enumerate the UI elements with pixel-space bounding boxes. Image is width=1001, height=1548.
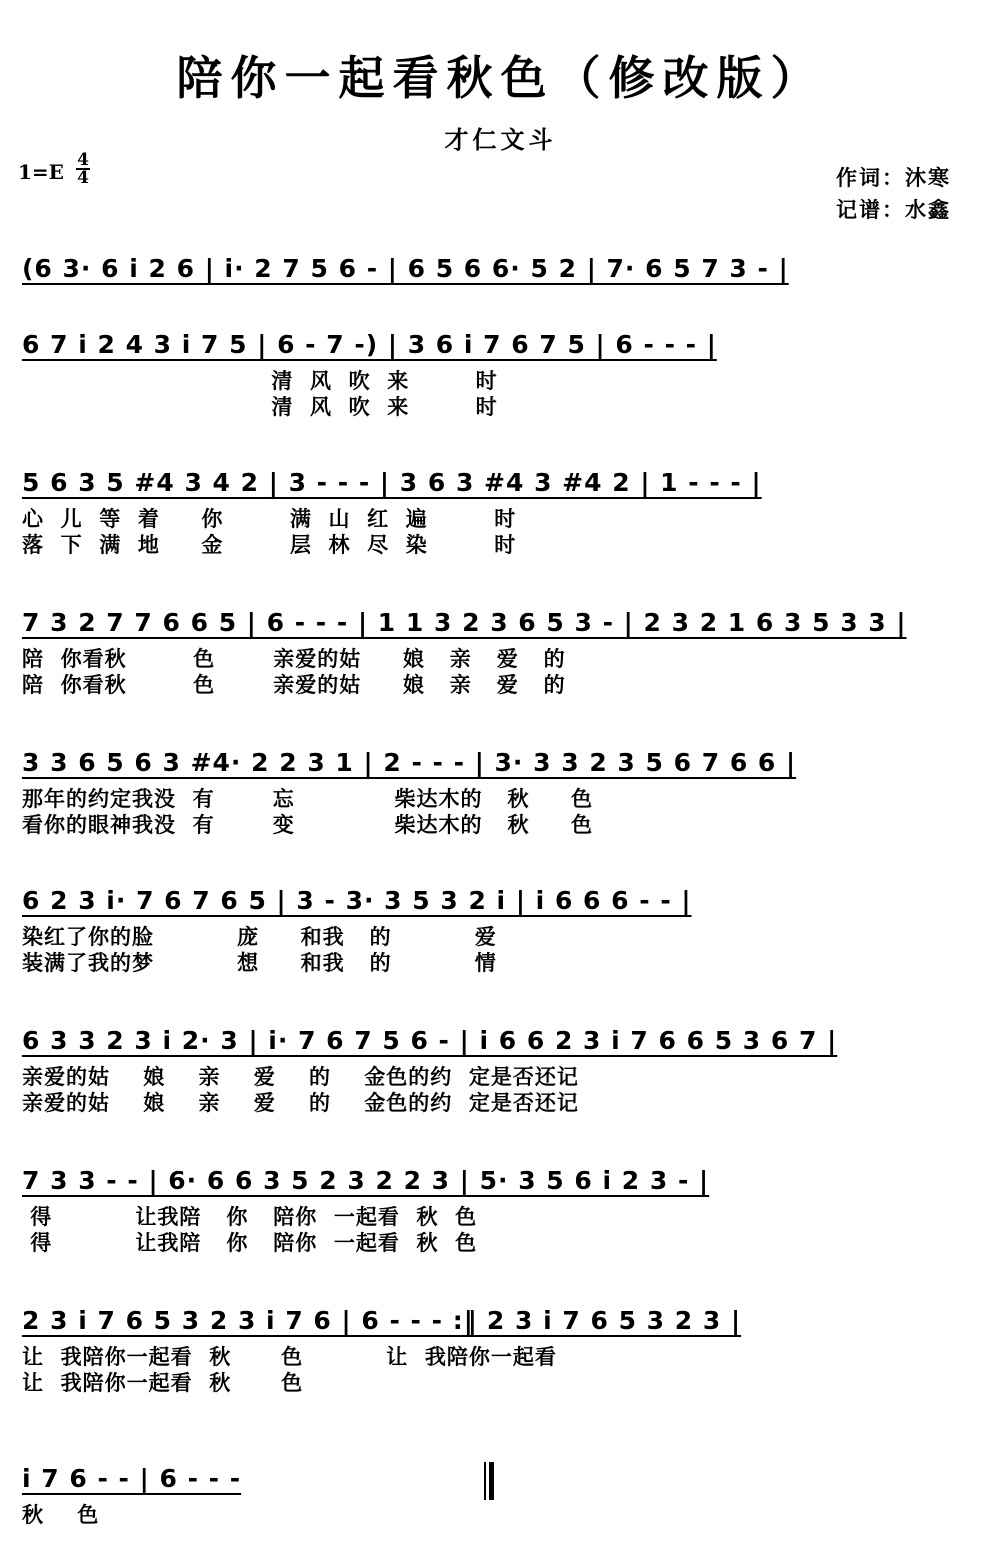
notation-line: (6 3· 6 i 2 6 | i· 2 7 5 6 - | 6 5 6 6· 5 2 | 7· 6 5 7 3 - | [22,254,789,283]
lyric-verse-2: 看你的眼神我没 有 变 柴达木的 秋 色 [22,813,594,837]
transcriber-credit: 记谱：水鑫 [836,198,951,222]
notation-line: 6 2 3 i· 7 6 7 6 5 | 3 - 3· 3 5 3 2 i | i 6 6 6 - - | [22,886,692,915]
final-barline [484,1462,494,1500]
score-system-9 [22,1304,962,1396]
notation-line: 6 3 3 2 3 i 2· 3 | i· 7 6 7 5 6 - | i 6 6 2 3 i 7 6 6 5 3 6 7 | [22,1026,838,1055]
notation-line: 7 3 3 - - | 6· 6 6 3 5 2 3 2 2 3 | 5· 3 5 6 i 2 3 - | [22,1166,710,1195]
notation-line: 3 3 6 5 6 3 #4· 2 2 3 1 | 2 - - - | 3· 3 3 2 3 5 6 7 6 6 | [22,748,797,777]
notation-line: 2 3 i 7 6 5 3 2 3 i 7 6 | 6 - - - :‖ 2 3 i 7 6 5 3 2 3 | [22,1306,742,1335]
notation-line: 6 7 i 2 4 3 i 7 5 | 6 - 7 -) | 3 6 i 7 6 7 5 | 6 - - - | [22,330,717,359]
lyric-verse-1: 染红了你的脸 庞 和我 的 爱 [22,925,497,949]
lyric-verse-2: 清 风 吹 来 时 [22,395,498,419]
lyric-verse-2: 落 下 满 地 金 层 林 尽 染 时 [22,533,517,557]
notation-line: 7 3 2 7 7 6 6 5 | 6 - - - | 1 1 3 2 3 6 5 3 - | 2 3 2 1 6 3 5 3 3 | [22,608,907,637]
score-system-2 [22,328,962,420]
lyric-verse-1: 那年的约定我没 有 忘 柴达木的 秋 色 [22,787,594,811]
time-signature [76,152,90,186]
lyric-verse-1: 亲爱的姑 娘 亲 爱 的 金色的约 定是否还记 [22,1065,579,1089]
notation-line: 5 6 3 5 #4 3 4 2 | 3 - - - | 3 6 3 #4 3 #4 2 | 1 - - - | [22,468,762,497]
lyric-verse-2: 让 我陪你一起看 秋 色 [22,1371,304,1395]
song-title: 陪你一起看秋色（修改版） [176,51,825,105]
key-signature: 1=E [18,160,64,184]
lyric-verse-2: 得 让我陪 你 陪你 一起看 秋 色 [22,1231,478,1255]
lyricist-credit: 作词：沐寒 [836,166,951,190]
lyric-verse-1: 陪 你看秋 色 亲爱的姑 娘 亲 爱 的 [22,647,566,671]
lyric-verse-2: 装满了我的梦 想 和我 的 情 [22,951,497,975]
notation-line: i 7 6 - - | 6 - - - [22,1464,242,1493]
lyric-verse-1: 清 风 吹 来 时 [22,369,498,393]
score-system-6 [22,884,962,976]
score-system-3 [22,466,962,558]
lyric-verse-1: 让 我陪你一起看 秋 色 让 我陪你一起看 [22,1345,557,1369]
score-system-8 [22,1164,962,1256]
score-system-5 [22,746,962,838]
meter-bottom: 4 [77,168,89,188]
meter-top: 4 [77,150,89,170]
score-system-7 [22,1024,962,1116]
lyric-verse-2: 亲爱的姑 娘 亲 爱 的 金色的约 定是否还记 [22,1091,579,1115]
lyric-verse-1: 心 儿 等 着 你 满 山 红 遍 时 [22,507,517,531]
singer-name: 才仁文斗 [444,126,557,154]
lyric-verse-2: 陪 你看秋 色 亲爱的姑 娘 亲 爱 的 [22,673,566,697]
score-system-1 [22,252,962,286]
lyric-verse-1: 秋 色 [22,1503,100,1527]
score-system-4 [22,606,962,698]
lyric-verse-1: 得 让我陪 你 陪你 一起看 秋 色 [22,1205,478,1229]
